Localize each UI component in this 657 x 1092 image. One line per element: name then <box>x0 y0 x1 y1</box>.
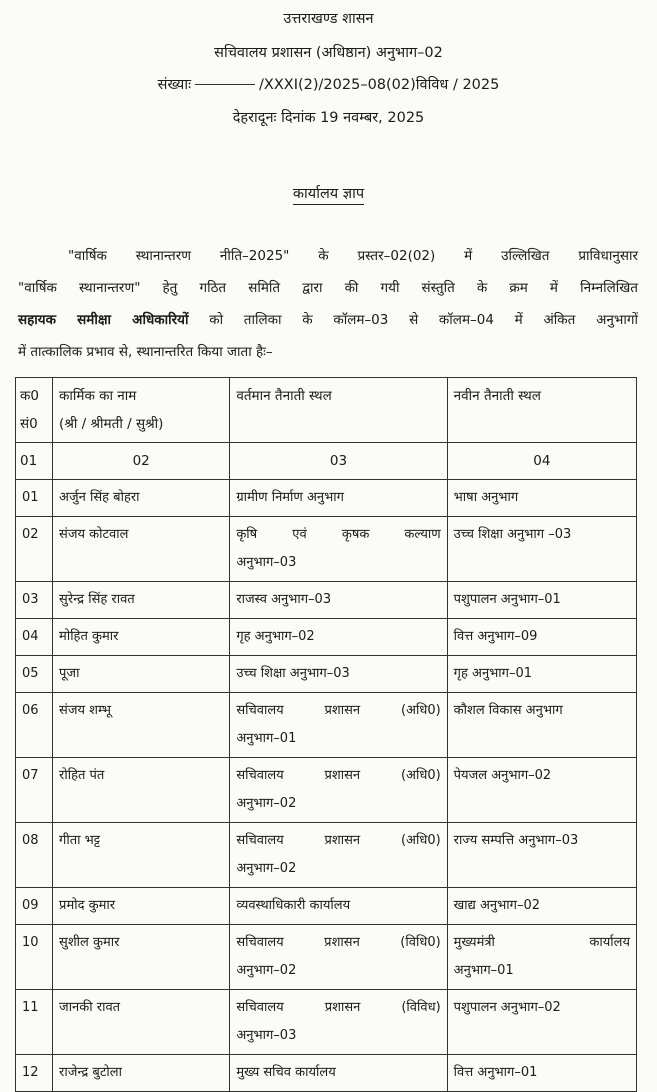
column-number: 02 <box>53 443 230 480</box>
paragraph-line-4: में तात्कालिक प्रभाव से, स्थानान्तरित किया जाता हैः– <box>18 344 273 360</box>
serial-cell: 07 <box>16 758 53 823</box>
table-row <box>16 619 637 656</box>
table-row <box>16 823 637 888</box>
table-row <box>16 1055 637 1092</box>
new-posting-cell: मुख्यमंत्री कार्यालय अनुभाग–01 <box>447 925 636 990</box>
new-posting-cell: राज्य सम्पत्ति अनुभाग–03 <box>447 823 636 888</box>
department-heading: सचिवालय प्रशासन (अधिष्ठान) अनुभाग–02 <box>214 45 443 61</box>
current-posting-cell: कृषि एवं कृषक कल्याण अनुभाग–03 <box>230 517 447 582</box>
memo-paragraph <box>18 240 638 368</box>
current-posting-cell: राजस्व अनुभाग–03 <box>230 582 447 619</box>
name-cell: राजेन्द्र बुटोला <box>53 1055 230 1092</box>
header-current-posting: वर्तमान तैनाती स्थल <box>230 378 447 443</box>
column-number: 04 <box>447 443 636 480</box>
current-posting-cell: ग्रामीण निर्माण अनुभाग <box>230 480 447 517</box>
reference-prefix: संख्याः <box>157 77 192 93</box>
name-cell: जानकी रावत <box>53 990 230 1055</box>
table-row <box>16 480 637 517</box>
serial-cell: 01 <box>16 480 53 517</box>
memo-title: कार्यालय ज्ञाप <box>0 183 657 203</box>
serial-cell: 11 <box>16 990 53 1055</box>
table-header-row <box>16 378 637 443</box>
table-row <box>16 656 637 693</box>
table-row <box>16 990 637 1055</box>
serial-cell: 03 <box>16 582 53 619</box>
column-number: 03 <box>230 443 447 480</box>
government-heading: उत्तराखण्ड शासन <box>283 11 374 27</box>
new-posting-cell: कौशल विकास अनुभाग <box>447 693 636 758</box>
name-cell: रोहित पंत <box>53 758 230 823</box>
paragraph-line-2: "वार्षिक स्थानान्तरण" हेतु गठित समिति द्वारा की गयी संस्तुति के क्रम में निम्नलिखित <box>18 280 638 296</box>
paragraph-line-1: "वार्षिक स्थानान्तरण नीति–2025" के प्रस्तर–02(02) में उल्लिखित प्राविधानुसार <box>68 248 638 264</box>
serial-cell: 02 <box>16 517 53 582</box>
column-number: 01 <box>16 443 53 480</box>
place-and-date: देहरादूनः दिनांक 19 नवम्बर, 2025 <box>232 110 425 126</box>
name-cell: संजय शम्भू <box>53 693 230 758</box>
name-cell: सुरेन्द्र सिंह रावत <box>53 582 230 619</box>
table-row <box>16 517 637 582</box>
current-posting-cell: सचिवालय प्रशासन (विधि0) अनुभाग–02 <box>230 925 447 990</box>
table-row <box>16 925 637 990</box>
current-posting-cell: सचिवालय प्रशासन (विविध) अनुभाग–03 <box>230 990 447 1055</box>
new-posting-cell: उच्च शिक्षा अनुभाग –03 <box>447 517 636 582</box>
table-row <box>16 888 637 925</box>
serial-cell: 05 <box>16 656 53 693</box>
table-row <box>16 582 637 619</box>
current-posting-cell: सचिवालय प्रशासन (अधि0) अनुभाग–01 <box>230 693 447 758</box>
current-posting-cell: उच्च शिक्षा अनुभाग–03 <box>230 656 447 693</box>
table-row <box>16 758 637 823</box>
serial-cell: 04 <box>16 619 53 656</box>
transfer-table <box>15 377 637 1092</box>
serial-cell: 06 <box>16 693 53 758</box>
new-posting-cell: भाषा अनुभाग <box>447 480 636 517</box>
current-posting-cell: सचिवालय प्रशासन (अधि0) अनुभाग–02 <box>230 758 447 823</box>
new-posting-cell: वित्त अनुभाग–09 <box>447 619 636 656</box>
new-posting-cell: खाद्य अनुभाग–02 <box>447 888 636 925</box>
name-cell: गीता भट्ट <box>53 823 230 888</box>
header-serial: क0 सं0 <box>16 378 53 443</box>
new-posting-cell: पशुपालन अनुभाग–01 <box>447 582 636 619</box>
name-cell: पूजा <box>53 656 230 693</box>
header-name: कार्मिक का नाम (श्री / श्रीमती / सुश्री) <box>53 378 230 443</box>
new-posting-cell: वित्त अनुभाग–01 <box>447 1055 636 1092</box>
new-posting-cell: पेयजल अनुभाग–02 <box>447 758 636 823</box>
header-new-posting: नवीन तैनाती स्थल <box>447 378 636 443</box>
reference-code: /XXXI(2)/2025–08(02)विविध / 2025 <box>259 77 500 93</box>
new-posting-cell: गृह अनुभाग–01 <box>447 656 636 693</box>
serial-cell: 08 <box>16 823 53 888</box>
name-cell: मोहित कुमार <box>53 619 230 656</box>
column-number-row <box>16 443 637 480</box>
name-cell: सुशील कुमार <box>53 925 230 990</box>
reference-blank <box>195 84 255 85</box>
new-posting-cell: पशुपालन अनुभाग–02 <box>447 990 636 1055</box>
paragraph-line-3: सहायक समीक्षा अधिकारियों को तालिका के कॉलम–03 से कॉलम–04 में अंकित अनुभागों <box>18 312 638 328</box>
serial-cell: 12 <box>16 1055 53 1092</box>
serial-cell: 10 <box>16 925 53 990</box>
name-cell: प्रमोद कुमार <box>53 888 230 925</box>
current-posting-cell: व्यवस्थाधिकारी कार्यालय <box>230 888 447 925</box>
current-posting-cell: गृह अनुभाग–02 <box>230 619 447 656</box>
table-row <box>16 693 637 758</box>
serial-cell: 09 <box>16 888 53 925</box>
current-posting-cell: मुख्य सचिव कार्यालय <box>230 1055 447 1092</box>
current-posting-cell: सचिवालय प्रशासन (अधि0) अनुभाग–02 <box>230 823 447 888</box>
name-cell: संजय कोटवाल <box>53 517 230 582</box>
reference-number <box>0 74 657 94</box>
name-cell: अर्जुन सिंह बोहरा <box>53 480 230 517</box>
